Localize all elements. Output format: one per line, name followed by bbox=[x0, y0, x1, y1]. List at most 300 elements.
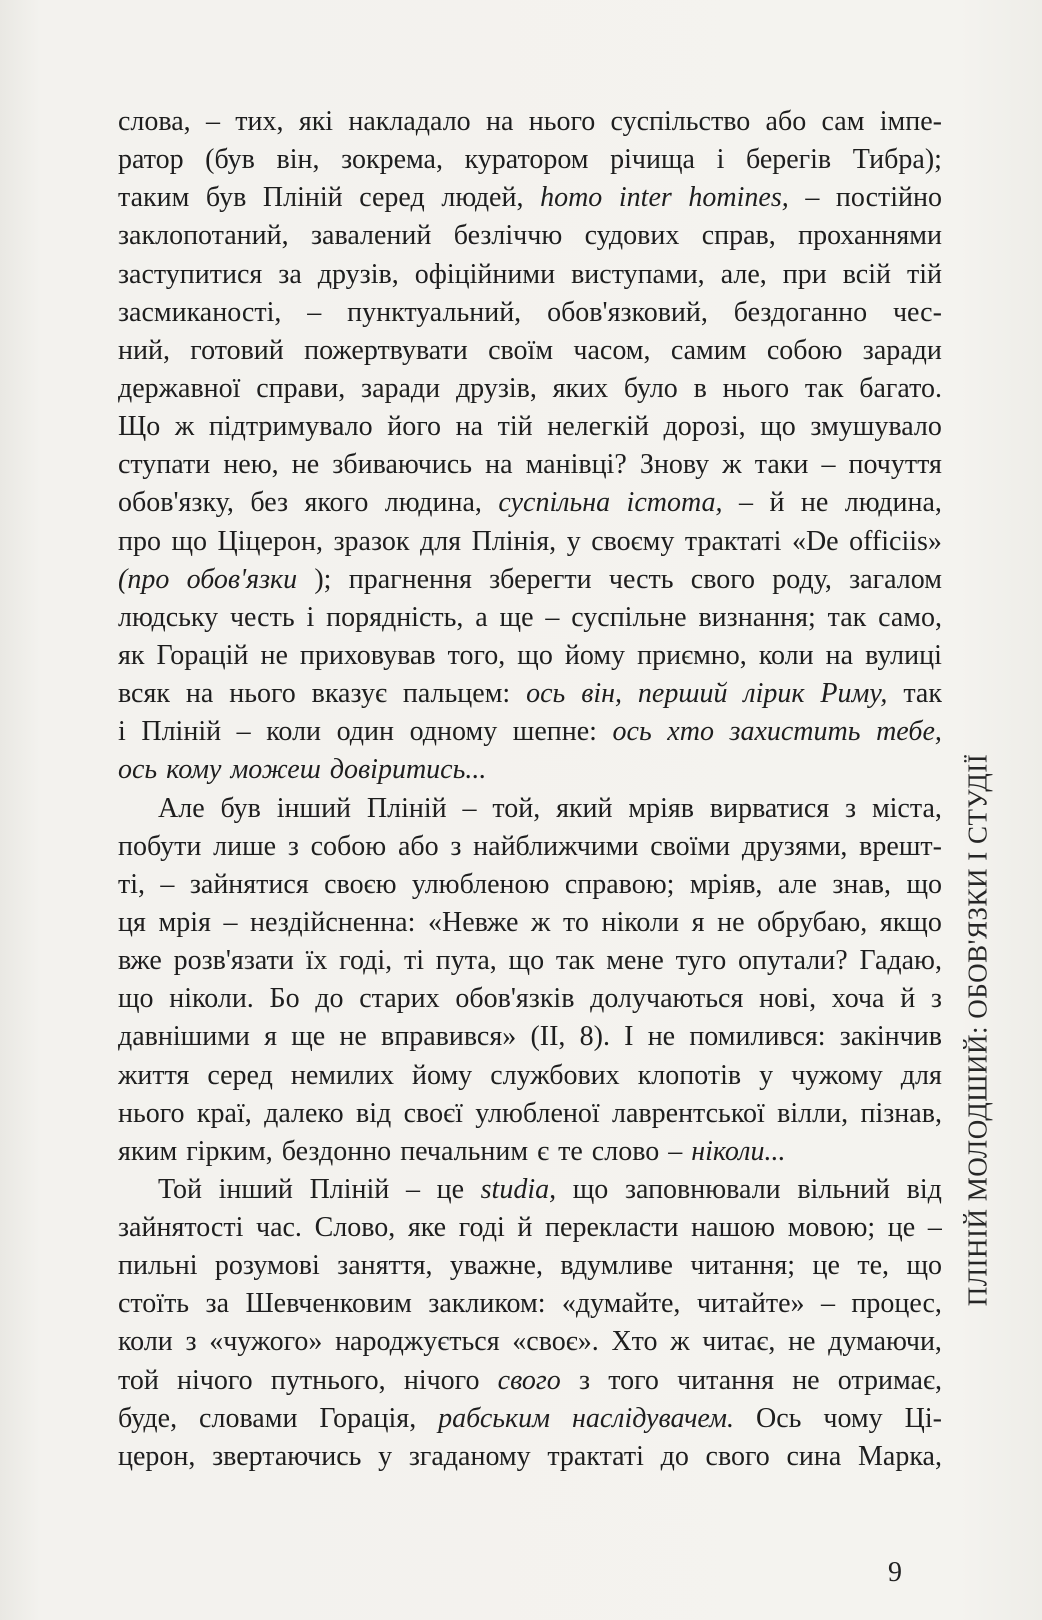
word: слова, bbox=[118, 105, 191, 137]
word: нашою bbox=[691, 1212, 776, 1244]
word: ж bbox=[670, 1326, 690, 1358]
word: улюбленою bbox=[411, 868, 550, 900]
word: без bbox=[250, 487, 289, 519]
word: обов'язків bbox=[455, 983, 575, 1015]
word: дорозі, bbox=[663, 411, 746, 443]
word: Що bbox=[118, 411, 161, 443]
word: довіритись... bbox=[329, 754, 487, 786]
word: як bbox=[118, 639, 145, 671]
word: то bbox=[563, 906, 589, 938]
word: Пліній bbox=[141, 716, 222, 748]
text-line bbox=[118, 103, 942, 141]
word: – bbox=[205, 105, 220, 137]
text-line bbox=[118, 179, 942, 217]
word: мрія bbox=[158, 906, 211, 938]
word: істота, bbox=[626, 487, 723, 519]
word: Риму, bbox=[820, 678, 888, 710]
word: але bbox=[777, 868, 817, 900]
word: коли bbox=[758, 639, 814, 671]
word: куратором bbox=[464, 144, 589, 176]
word: заповнювали bbox=[624, 1173, 781, 1205]
word: завалений bbox=[310, 220, 432, 252]
word: в bbox=[693, 372, 707, 404]
word: нього bbox=[118, 1097, 185, 1129]
word: те, bbox=[857, 1250, 890, 1282]
word: своєму bbox=[591, 525, 675, 557]
word: коли bbox=[266, 716, 322, 748]
word: homo bbox=[540, 182, 603, 214]
word: берегів bbox=[745, 144, 832, 176]
word: – bbox=[805, 182, 820, 214]
word: вдумливе bbox=[560, 1250, 673, 1282]
word: наслідувачем. bbox=[571, 1402, 735, 1434]
word: свого bbox=[497, 1364, 561, 1396]
word: річища bbox=[610, 144, 695, 176]
text-line bbox=[118, 561, 942, 599]
word: службових bbox=[490, 1059, 620, 1091]
word: й bbox=[900, 983, 916, 1015]
word: нелегкій bbox=[547, 411, 649, 443]
word: і bbox=[118, 716, 126, 748]
word: звертаючись bbox=[212, 1440, 362, 1472]
text-line bbox=[118, 942, 942, 980]
word: для bbox=[900, 1059, 942, 1091]
text-line bbox=[118, 1324, 942, 1362]
word: приховував bbox=[299, 639, 436, 671]
text-line bbox=[118, 1438, 942, 1476]
word: далеко bbox=[264, 1097, 344, 1129]
word: ж bbox=[174, 411, 195, 443]
word: таки bbox=[754, 449, 809, 481]
word: врешт- bbox=[859, 830, 942, 862]
word: справою; bbox=[564, 868, 675, 900]
word: той bbox=[118, 1364, 159, 1396]
text-line bbox=[118, 1171, 942, 1209]
word: мріяв, bbox=[689, 868, 763, 900]
word: мовою; bbox=[787, 1212, 876, 1244]
word: чому bbox=[823, 1402, 883, 1434]
word: зайнятості bbox=[118, 1212, 244, 1244]
text-line bbox=[118, 1057, 942, 1095]
word: Горація, bbox=[319, 1402, 417, 1434]
word: тебе, bbox=[876, 716, 942, 748]
word: Слово, bbox=[314, 1212, 396, 1244]
word: був bbox=[220, 792, 261, 824]
word: і bbox=[306, 601, 315, 633]
text-line bbox=[118, 1095, 942, 1133]
word: загалом bbox=[849, 563, 942, 595]
word: обов'язки bbox=[186, 563, 298, 595]
word: заради bbox=[862, 334, 942, 366]
word: гірким, bbox=[186, 1135, 273, 1167]
word: ті, bbox=[118, 868, 146, 900]
word: виступами, bbox=[571, 258, 705, 290]
word: тій bbox=[497, 411, 533, 443]
word: Пліній bbox=[366, 792, 447, 824]
word: Ось bbox=[756, 1402, 802, 1434]
word: що bbox=[171, 525, 208, 557]
word: ніколи... bbox=[691, 1135, 786, 1167]
word: інший bbox=[276, 792, 352, 824]
word: «чужого» bbox=[209, 1326, 323, 1358]
word: на bbox=[485, 449, 513, 481]
word: що bbox=[508, 945, 545, 977]
word: «своє». bbox=[512, 1326, 599, 1358]
running-head: ПЛІНІЙ МОЛОДШИЙ: ОБОВ'ЯЗКИ І СТУДІЇ bbox=[962, 753, 993, 1307]
word: читання bbox=[677, 1364, 774, 1396]
word: від bbox=[356, 1097, 392, 1129]
word: пильні bbox=[118, 1250, 198, 1282]
text-line bbox=[118, 637, 942, 675]
word: само, bbox=[878, 601, 942, 633]
word: – bbox=[668, 1135, 683, 1167]
text-line bbox=[118, 1400, 942, 1438]
word: рабським bbox=[438, 1402, 550, 1434]
text-line bbox=[118, 904, 942, 942]
word: трактаті bbox=[684, 525, 782, 557]
word: не bbox=[800, 487, 829, 519]
word: ось bbox=[526, 678, 566, 710]
word: собою bbox=[310, 830, 387, 862]
word: коли bbox=[118, 1326, 173, 1358]
word: ступати bbox=[118, 449, 211, 481]
word: своєю bbox=[324, 868, 397, 900]
word: всяк bbox=[118, 678, 170, 710]
word: своїми bbox=[650, 830, 731, 862]
word: те bbox=[558, 1135, 583, 1167]
word: зберегти bbox=[489, 563, 592, 595]
text-line bbox=[118, 599, 942, 637]
word: час. bbox=[255, 1212, 302, 1244]
word: підтримувало bbox=[208, 411, 373, 443]
page-number: 9 bbox=[888, 1557, 902, 1588]
word: заради bbox=[361, 372, 441, 404]
word: лірик bbox=[743, 678, 805, 710]
word: друзів, bbox=[317, 258, 399, 290]
word: (II, bbox=[530, 1021, 566, 1053]
word: таким bbox=[118, 182, 190, 214]
word: шепне: bbox=[512, 716, 597, 748]
word: ще bbox=[291, 1021, 326, 1053]
word: 8). bbox=[579, 1021, 610, 1053]
word: людина, bbox=[384, 487, 482, 519]
text-line bbox=[118, 1285, 942, 1323]
word: готовий bbox=[190, 334, 284, 366]
word: роду, bbox=[772, 563, 832, 595]
word: людина, bbox=[844, 487, 942, 519]
word: я bbox=[264, 1021, 277, 1053]
word: за bbox=[278, 258, 302, 290]
word: Плінія, bbox=[471, 525, 557, 557]
word: заняття, bbox=[337, 1250, 433, 1282]
word: Шевченковим bbox=[245, 1288, 412, 1320]
word: печальним bbox=[400, 1135, 529, 1167]
word: не bbox=[647, 1021, 676, 1053]
word: давнішими bbox=[118, 1021, 250, 1053]
word: яке bbox=[407, 1212, 447, 1244]
word: збиваючись bbox=[332, 449, 472, 481]
word: його bbox=[387, 411, 442, 443]
word: міста, bbox=[871, 792, 942, 824]
word: для bbox=[419, 525, 462, 557]
word: – bbox=[405, 1173, 420, 1205]
word: йому bbox=[412, 1059, 473, 1091]
word: того bbox=[608, 1364, 659, 1396]
word: туго bbox=[675, 945, 727, 977]
word: старих bbox=[359, 983, 440, 1015]
word: людей, bbox=[441, 182, 524, 214]
word: Ці- bbox=[904, 1402, 942, 1434]
word: той, bbox=[492, 792, 541, 824]
word: не bbox=[339, 1021, 367, 1053]
word: або bbox=[765, 105, 807, 137]
word: багато. bbox=[859, 372, 942, 404]
word: – bbox=[236, 716, 251, 748]
word: словами bbox=[199, 1402, 298, 1434]
word: читає, bbox=[702, 1326, 776, 1358]
word: ось bbox=[612, 716, 652, 748]
word: – bbox=[739, 487, 753, 519]
word: Горацій bbox=[156, 639, 249, 671]
word: на bbox=[455, 411, 484, 443]
word: порядність, bbox=[326, 601, 464, 633]
word: тій bbox=[906, 258, 942, 290]
word: – bbox=[462, 792, 477, 824]
word: але, bbox=[720, 258, 767, 290]
word: ж bbox=[722, 449, 742, 481]
word: він, bbox=[581, 678, 623, 710]
word: народжується bbox=[335, 1326, 500, 1358]
word: є bbox=[537, 1135, 550, 1167]
word: з bbox=[287, 830, 299, 862]
word: один bbox=[336, 716, 395, 748]
word: якого bbox=[304, 487, 369, 519]
word: і bbox=[716, 144, 725, 176]
word: проханнями bbox=[798, 220, 942, 252]
word: знав, bbox=[832, 868, 892, 900]
word: собою bbox=[766, 334, 843, 366]
paragraph bbox=[118, 103, 942, 790]
text-line bbox=[118, 675, 942, 713]
word: суспільне bbox=[571, 601, 687, 633]
word: вулиці bbox=[865, 639, 942, 671]
text-line bbox=[118, 713, 942, 751]
text-line bbox=[118, 523, 942, 561]
word: був bbox=[205, 182, 247, 214]
word: уважне, bbox=[449, 1250, 543, 1282]
word: inter bbox=[618, 182, 672, 214]
text-line bbox=[118, 790, 942, 828]
word: долучаються bbox=[590, 983, 744, 1015]
word: годі bbox=[458, 1212, 505, 1244]
word: засмиканості, bbox=[118, 296, 282, 328]
word: нього bbox=[722, 372, 790, 404]
word: до bbox=[315, 983, 344, 1015]
word: нічого bbox=[177, 1364, 253, 1396]
word: почуття bbox=[848, 449, 942, 481]
word: Гадаю, bbox=[859, 945, 942, 977]
word: перекласти bbox=[545, 1212, 679, 1244]
word: у bbox=[566, 525, 581, 557]
word: на bbox=[485, 105, 514, 137]
word: – bbox=[160, 868, 175, 900]
word: якщо bbox=[879, 906, 942, 938]
word: до bbox=[660, 1440, 689, 1472]
word: нею, bbox=[223, 449, 279, 481]
word: пута, bbox=[435, 945, 497, 977]
word: зайнятися bbox=[189, 868, 309, 900]
word: це bbox=[887, 1212, 916, 1244]
word: вправився» bbox=[381, 1021, 517, 1053]
word: обрубаю, bbox=[757, 906, 868, 938]
word: про bbox=[118, 525, 161, 557]
word: – bbox=[545, 601, 560, 633]
word: бездоганно bbox=[733, 296, 868, 328]
word: – bbox=[927, 1212, 942, 1244]
word: нього bbox=[229, 678, 296, 710]
word: сам bbox=[821, 105, 865, 137]
word: хто bbox=[667, 716, 714, 748]
word: нічого bbox=[403, 1364, 480, 1396]
word: читайте» bbox=[696, 1288, 805, 1320]
word: накладало bbox=[348, 105, 471, 137]
word: Марка, bbox=[858, 1440, 942, 1472]
word: ратор bbox=[118, 144, 184, 176]
word: всій bbox=[842, 258, 891, 290]
word: вілли, bbox=[777, 1097, 849, 1129]
word: І bbox=[624, 1021, 634, 1053]
word: годі, bbox=[339, 945, 393, 977]
word: інший bbox=[218, 1173, 293, 1205]
word: державної bbox=[118, 372, 241, 404]
word: справ, bbox=[701, 220, 776, 252]
word: процес, bbox=[851, 1288, 942, 1320]
word: я bbox=[691, 906, 705, 938]
text-line bbox=[118, 217, 942, 255]
word: – bbox=[307, 296, 322, 328]
word: пальцем: bbox=[402, 678, 511, 710]
word: немилих bbox=[290, 1059, 394, 1091]
word: суспільна bbox=[498, 487, 611, 519]
word: розв'язати bbox=[173, 945, 294, 977]
word: їх bbox=[305, 945, 328, 977]
word: Ціцерон, bbox=[217, 525, 323, 557]
word: Бо bbox=[269, 983, 300, 1015]
word: Тибра); bbox=[852, 144, 942, 176]
word: homines, bbox=[688, 182, 789, 214]
word: що bbox=[118, 983, 154, 1015]
word: розумові bbox=[214, 1250, 320, 1282]
word: з bbox=[930, 983, 942, 1015]
word: йому bbox=[564, 639, 626, 671]
word: трактаті bbox=[547, 1440, 644, 1472]
word: не bbox=[260, 639, 288, 671]
word: за bbox=[205, 1288, 230, 1320]
word: стоїть bbox=[118, 1288, 190, 1320]
word: studia, bbox=[480, 1173, 557, 1205]
word: на bbox=[185, 678, 214, 710]
word: опутали? bbox=[738, 945, 848, 977]
word: «Невже bbox=[427, 906, 519, 938]
word: Знову bbox=[639, 449, 710, 481]
word: життя bbox=[118, 1059, 190, 1091]
word: буде, bbox=[118, 1402, 178, 1434]
word: що bbox=[517, 639, 553, 671]
word: Той bbox=[158, 1173, 202, 1205]
word: постійно bbox=[835, 182, 942, 214]
word: яким bbox=[118, 1135, 178, 1167]
word: нездійсненна: bbox=[250, 906, 416, 938]
word: так bbox=[555, 945, 595, 977]
word: з bbox=[578, 1364, 591, 1396]
word: сина bbox=[786, 1440, 842, 1472]
word: й bbox=[517, 1212, 533, 1244]
word: свого bbox=[705, 1440, 770, 1472]
word: своїм bbox=[488, 334, 554, 366]
word: клопотів bbox=[637, 1059, 742, 1091]
word: й bbox=[769, 487, 785, 519]
word: вже bbox=[118, 945, 162, 977]
word: з bbox=[450, 830, 462, 862]
text-line bbox=[118, 1209, 942, 1247]
word: визнання; bbox=[698, 601, 816, 633]
word: які bbox=[298, 105, 334, 137]
word: ті bbox=[403, 945, 424, 977]
word: помилився: bbox=[689, 1021, 826, 1053]
word: що bbox=[906, 868, 942, 900]
word: ); bbox=[314, 563, 332, 595]
word: побути bbox=[118, 830, 202, 862]
word: а bbox=[475, 601, 488, 633]
word: думаючи, bbox=[828, 1326, 942, 1358]
word: обов'язковий, bbox=[547, 296, 708, 328]
word: безліччю bbox=[453, 220, 563, 252]
word: церон, bbox=[118, 1440, 196, 1472]
word: приємно, bbox=[637, 639, 747, 671]
word: нові, bbox=[759, 983, 817, 1015]
word: мріяв bbox=[628, 792, 694, 824]
word: на bbox=[825, 639, 854, 671]
word: при bbox=[782, 258, 827, 290]
word: тих, bbox=[235, 105, 284, 137]
text-line bbox=[118, 332, 942, 370]
word: читання; bbox=[690, 1250, 796, 1282]
word: перший bbox=[637, 678, 728, 710]
word: свого bbox=[690, 563, 756, 595]
word: закінчив bbox=[839, 1021, 942, 1053]
word: ніколи. bbox=[169, 983, 254, 1015]
word: чужому bbox=[791, 1059, 883, 1091]
text-line bbox=[118, 141, 942, 179]
text-line bbox=[118, 751, 942, 789]
word: зразок bbox=[333, 525, 410, 557]
word: друзями, bbox=[741, 830, 848, 862]
word: своєї bbox=[403, 1097, 463, 1129]
word: манівці? bbox=[525, 449, 627, 481]
word: (про bbox=[118, 563, 170, 595]
word: улюбленої bbox=[475, 1097, 600, 1129]
text-line bbox=[118, 408, 942, 446]
text-line bbox=[118, 484, 942, 522]
text-line bbox=[118, 294, 942, 332]
word: пожертвувати bbox=[304, 334, 468, 366]
word: Пліній bbox=[262, 182, 343, 214]
word: – bbox=[223, 906, 238, 938]
word: краї, bbox=[196, 1097, 252, 1129]
word: не bbox=[291, 449, 320, 481]
word: «думайте, bbox=[561, 1288, 681, 1320]
word: змушувало bbox=[810, 411, 942, 443]
